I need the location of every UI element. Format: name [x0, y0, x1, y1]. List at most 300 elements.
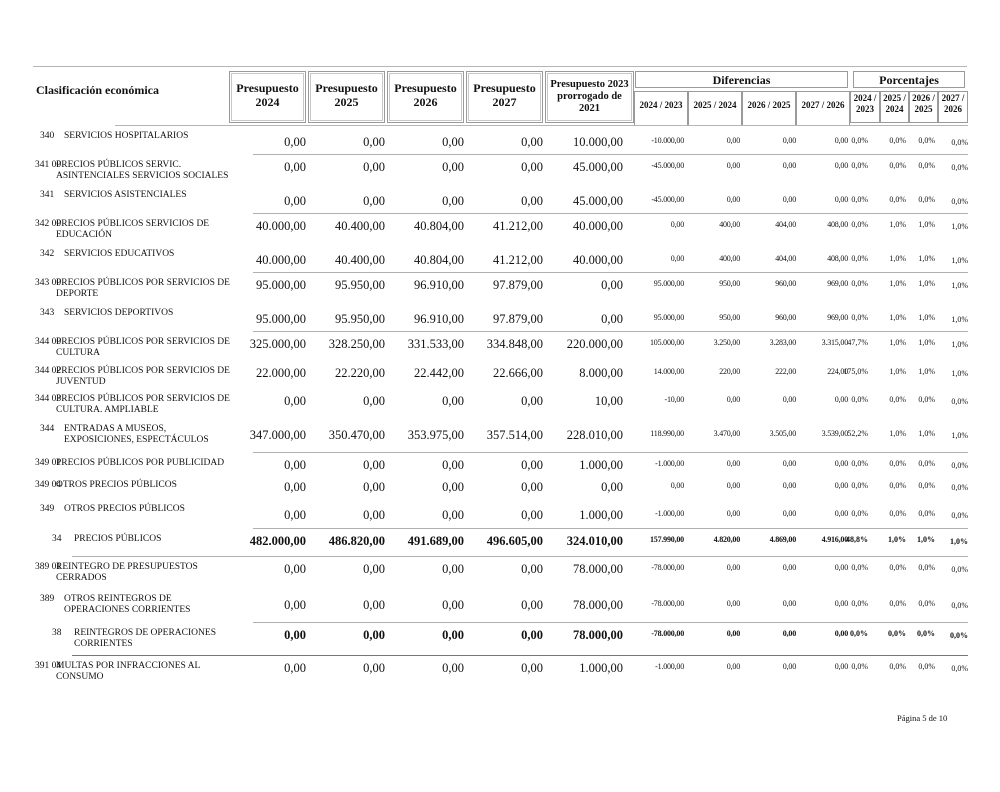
percentage-value: 1,0% — [951, 369, 968, 378]
percentage-value: 1,0% — [917, 535, 935, 544]
budget-value: 0,00 — [601, 312, 623, 326]
budget-value: 0,00 — [442, 135, 464, 149]
budget-value: 350.470,00 — [328, 428, 385, 442]
difference-value: 95.000,00 — [653, 313, 684, 322]
percentage-value: 0,0% — [888, 629, 906, 638]
budget-value: 0,00 — [284, 508, 306, 522]
percentage-value: 0,0% — [918, 599, 935, 608]
percentage-value: 0,0% — [851, 509, 868, 518]
difference-value: 0,00 — [834, 459, 848, 468]
pct-col-line: 2026 / — [912, 93, 935, 103]
difference-value: 3.470,00 — [713, 429, 740, 438]
difference-value: 969,00 — [827, 313, 848, 322]
percentage-value: 0,0% — [851, 481, 868, 490]
percentage-value: 0,0% — [950, 631, 968, 640]
budget-value: 325.000,00 — [249, 337, 306, 351]
difference-value: 0,00 — [726, 509, 740, 518]
pct-col-2027-2026 — [938, 91, 968, 123]
difference-value: 3.505,00 — [769, 429, 796, 438]
budget-value: 0,00 — [442, 661, 464, 675]
budget-value: 0,00 — [363, 135, 385, 149]
budget-value: 96.910,00 — [414, 312, 464, 326]
difference-value: 4.820,00 — [713, 535, 740, 544]
budget-value: 0,00 — [442, 508, 464, 522]
difference-value: 95.000,00 — [653, 279, 684, 288]
percentage-value: 0,0% — [918, 481, 935, 490]
difference-value: 960,00 — [775, 279, 796, 288]
percentage-value: 1,0% — [918, 220, 935, 229]
difference-value: 400,00 — [719, 220, 740, 229]
budget-value: 0,00 — [521, 135, 543, 149]
budget-value: 0,00 — [284, 480, 306, 494]
difference-value: -78.000,00 — [651, 563, 684, 572]
percentage-value: 0,0% — [851, 662, 868, 671]
budget-value: 334.848,00 — [486, 337, 543, 351]
percentage-value: 0,0% — [951, 461, 968, 470]
row-code: 342 — [40, 249, 55, 259]
budget-value: 0,00 — [284, 160, 306, 174]
percentage-value: 1,0% — [951, 340, 968, 349]
dif-col-2027-2026: 2027 / 2026 — [796, 91, 850, 126]
budget-value: 40.804,00 — [414, 253, 464, 267]
difference-value: 220,00 — [719, 367, 740, 376]
percentage-value: 0,0% — [889, 481, 906, 490]
difference-value: 0,00 — [726, 195, 740, 204]
row-code: 391 04 — [35, 661, 62, 671]
budget-value: 1.000,00 — [579, 508, 623, 522]
row-code: 342 00 — [35, 219, 62, 229]
row-description: PRECIOS PÚBLICOS POR SERVICIOS DE CULTURA. AMPLIABLE — [56, 394, 230, 415]
budget-value: 45.000,00 — [573, 160, 623, 174]
budget-value: 0,00 — [284, 135, 306, 149]
difference-value: -1.000,00 — [655, 662, 684, 671]
percentage-value: 1,0% — [889, 429, 906, 438]
difference-value: -45.000,00 — [651, 161, 684, 170]
budget-value: 0,00 — [521, 480, 543, 494]
difference-value: 950,00 — [719, 313, 740, 322]
budget-value: 45.000,00 — [573, 194, 623, 208]
row-code: 344 02 — [35, 366, 62, 376]
difference-value: 0,00 — [726, 161, 740, 170]
budget-value: 353.975,00 — [407, 428, 464, 442]
row-separator — [72, 655, 968, 656]
budget-value: 0,00 — [284, 661, 306, 675]
percentage-value: 1,0% — [951, 315, 968, 324]
percentage-value: 0,0% — [918, 662, 935, 671]
row-separator — [253, 272, 968, 273]
difference-value: 0,00 — [726, 662, 740, 671]
percentage-value: 0,0% — [889, 509, 906, 518]
budget-value: 486.820,00 — [328, 534, 385, 548]
difference-value: 0,00 — [834, 481, 848, 490]
col-header-line: Presupuesto 2023 — [550, 79, 629, 90]
row-code: 34 — [52, 534, 62, 544]
col-header-line: 2026 — [413, 95, 438, 109]
difference-value: 0,00 — [670, 254, 684, 263]
budget-value: 78.000,00 — [573, 628, 623, 642]
difference-value: 157.990,00 — [649, 535, 684, 544]
percentage-value: 0,0% — [918, 459, 935, 468]
budget-value: 22.220,00 — [335, 366, 385, 380]
percentage-value: 0,0% — [918, 136, 935, 145]
difference-value: 3.250,00 — [713, 338, 740, 347]
budget-value: 10.000,00 — [573, 135, 623, 149]
row-code: 349 — [40, 504, 55, 514]
budget-value: 0,00 — [363, 194, 385, 208]
difference-value: 0,00 — [782, 395, 796, 404]
col-header-line: 2027 — [492, 95, 517, 109]
row-separator — [253, 331, 968, 332]
pct-col-line: 2027 / — [941, 93, 965, 103]
percentage-value: 1,0% — [951, 256, 968, 265]
row-code: 349 01 — [35, 458, 62, 468]
budget-value: 496.605,00 — [486, 534, 543, 548]
budget-value: 40.400,00 — [335, 253, 385, 267]
percentage-value: 0,0% — [851, 254, 868, 263]
pct-col-line: 2026 — [944, 104, 962, 114]
budget-value: 0,00 — [363, 562, 385, 576]
row-separator — [253, 452, 968, 453]
percentage-value: 0,0% — [889, 662, 906, 671]
diferencias-group-header: Diferencias — [635, 71, 848, 88]
top-rule — [33, 66, 967, 67]
difference-value: -78.000,00 — [651, 629, 684, 638]
difference-value: 950,00 — [719, 279, 740, 288]
budget-value: 0,00 — [284, 394, 306, 408]
budget-value: 0,00 — [442, 562, 464, 576]
percentage-value: 48,8% — [846, 535, 868, 544]
difference-value: 0,00 — [834, 161, 848, 170]
percentage-value: 0,0% — [889, 599, 906, 608]
difference-value: 118.990,00 — [650, 429, 684, 438]
row-description: REINTEGRO DE PRESUPUESTOS CERRADOS — [56, 562, 198, 583]
difference-value: 0,00 — [834, 136, 848, 145]
row-description: REINTEGROS DE OPERACIONES CORRIENTES — [74, 628, 216, 649]
difference-value: 0,00 — [782, 599, 796, 608]
difference-value: 0,00 — [726, 395, 740, 404]
row-description: SERVICIOS HOSPITALARIOS — [64, 131, 189, 141]
row-code: 344 03 — [35, 394, 62, 404]
row-description: SERVICIOS ASISTENCIALES — [64, 190, 187, 200]
row-description: PRECIOS PÚBLICOS POR PUBLICIDAD — [56, 458, 225, 468]
budget-value: 324.010,00 — [566, 534, 623, 548]
pct-col-line: 2023 — [856, 104, 874, 114]
percentage-value: 1,0% — [889, 279, 906, 288]
page-number: Página 5 de 10 — [897, 713, 948, 723]
budget-value: 0,00 — [601, 480, 623, 494]
budget-value: 78.000,00 — [573, 598, 623, 612]
col-header-presupuesto-2026 — [387, 71, 464, 123]
percentage-value: 1,0% — [918, 254, 935, 263]
budget-value: 0,00 — [363, 661, 385, 675]
budget-value: 0,00 — [442, 194, 464, 208]
difference-value: 0,00 — [726, 563, 740, 572]
budget-value: 220.000,00 — [566, 337, 623, 351]
budget-value: 97.879,00 — [493, 278, 543, 292]
budget-value: 0,00 — [363, 480, 385, 494]
difference-value: 14.000,00 — [653, 367, 684, 376]
percentage-value: 0,0% — [918, 563, 935, 572]
percentage-value: 0,0% — [889, 563, 906, 572]
row-description: MULTAS POR INFRACCIONES AL CONSUMO — [56, 661, 200, 682]
budget-value: 482.000,00 — [249, 534, 306, 548]
difference-value: 4.916,00 — [821, 535, 848, 544]
budget-value: 0,00 — [363, 598, 385, 612]
budget-value: 0,00 — [521, 508, 543, 522]
budget-value: 0,00 — [284, 628, 306, 642]
col-header-presupuesto-2024 — [229, 71, 306, 123]
budget-value: 228.010,00 — [566, 428, 623, 442]
percentage-value: 0,0% — [951, 511, 968, 520]
percentage-value: 0,0% — [889, 195, 906, 204]
difference-value: -78.000,00 — [651, 599, 684, 608]
percentage-value: 0,0% — [851, 563, 868, 572]
row-description: PRECIOS PÚBLICOS POR SERVICIOS DE DEPORTE — [56, 278, 230, 299]
budget-value: 0,00 — [521, 394, 543, 408]
budget-value: 0,00 — [521, 160, 543, 174]
percentage-value: 0,0% — [951, 601, 968, 610]
difference-value: 0,00 — [834, 563, 848, 572]
difference-value: 105.000,00 — [649, 338, 684, 347]
percentage-value: 0,0% — [951, 565, 968, 574]
pct-col-2024-2023 — [850, 91, 880, 123]
row-separator — [72, 556, 968, 557]
budget-value: 0,00 — [442, 628, 464, 642]
col-header-line: Presupuesto — [394, 81, 457, 95]
budget-value: 0,00 — [442, 160, 464, 174]
budget-value: 0,00 — [442, 458, 464, 472]
budget-value: 22.000,00 — [256, 366, 306, 380]
budget-value: 0,00 — [284, 598, 306, 612]
row-description: PRECIOS PÚBLICOS POR SERVICIOS DE CULTURA — [56, 337, 230, 358]
percentage-value: 1,0% — [951, 222, 968, 231]
percentage-value: 1,0% — [918, 367, 935, 376]
row-code: 344 — [40, 424, 55, 434]
percentage-value: 0,0% — [889, 395, 906, 404]
row-code: 341 — [40, 190, 55, 200]
col-header-line: 2024 — [255, 95, 280, 109]
difference-value: 0,00 — [834, 599, 848, 608]
difference-value: 0,00 — [782, 195, 796, 204]
difference-value: 408,00 — [827, 254, 848, 263]
pct-col-line: 2024 — [885, 104, 904, 114]
pct-col-line: 2025 — [914, 104, 933, 114]
percentage-value: 0,0% — [851, 459, 868, 468]
difference-value: 0,00 — [782, 161, 796, 170]
col-header-line: prorrogado de — [557, 91, 622, 102]
budget-value: 41.212,00 — [493, 219, 543, 233]
percentage-value: 0,0% — [889, 459, 906, 468]
difference-value: 960,00 — [775, 313, 796, 322]
row-description: PRECIOS PÚBLICOS POR SERVICIOS DE JUVENTUD — [56, 366, 230, 387]
budget-value: 0,00 — [521, 458, 543, 472]
dif-col-2024-2023: 2024 / 2023 — [634, 91, 688, 126]
difference-value: 0,00 — [782, 662, 796, 671]
difference-value: 0,00 — [782, 136, 796, 145]
difference-value: 0,00 — [834, 195, 848, 204]
pct-col-2025-2024 — [880, 91, 909, 123]
difference-value: 0,00 — [782, 629, 796, 638]
row-code: 389 — [40, 594, 55, 604]
difference-value: -1.000,00 — [655, 459, 684, 468]
row-code: 38 — [52, 628, 62, 638]
difference-value: 0,00 — [782, 563, 796, 572]
percentage-value: 0,0% — [918, 509, 935, 518]
budget-value: 40.000,00 — [573, 219, 623, 233]
classification-header: Clasificación económica — [36, 83, 159, 97]
percentage-value: 0,0% — [851, 220, 868, 229]
pct-col-line: 2025 / — [883, 93, 906, 103]
percentage-value: 175,0% — [843, 367, 868, 376]
difference-value: 0,00 — [782, 509, 796, 518]
percentage-value: 1,0% — [951, 431, 968, 440]
percentage-value: 1,0% — [951, 281, 968, 290]
percentage-value: 1,0% — [889, 367, 906, 376]
budget-value: 1.000,00 — [579, 458, 623, 472]
percentage-value: 0,0% — [918, 395, 935, 404]
budget-value: 40.804,00 — [414, 219, 464, 233]
row-description: PRECIOS PÚBLICOS SERVIC. ASINTENCIALES SERVICIOS SOCIALES — [56, 160, 229, 181]
dif-col-2025-2024: 2025 / 2024 — [688, 91, 742, 126]
budget-value: 331.533,00 — [407, 337, 464, 351]
row-description: ENTRADAS A MUSEOS, EXPOSICIONES, ESPECTÁCULOS — [64, 424, 209, 445]
percentage-value: 0,0% — [918, 195, 935, 204]
col-header-line: 2025 — [334, 95, 359, 109]
percentage-value: 0,0% — [951, 138, 968, 147]
budget-value: 40.000,00 — [256, 219, 306, 233]
budget-value: 41.212,00 — [493, 253, 543, 267]
percentage-value: 0,0% — [851, 313, 868, 322]
porcentajes-group-header: Porcentajes — [853, 71, 965, 88]
difference-value: 0,00 — [834, 629, 848, 638]
budget-value: 0,00 — [442, 394, 464, 408]
percentage-value: 0,0% — [851, 395, 868, 404]
difference-value: 0,00 — [834, 395, 848, 404]
budget-value: 96.910,00 — [414, 278, 464, 292]
difference-value: 408,00 — [827, 220, 848, 229]
difference-value: 404,00 — [775, 220, 796, 229]
budget-value: 22.666,00 — [493, 366, 543, 380]
budget-value: 95.950,00 — [335, 312, 385, 326]
budget-value: 0,00 — [284, 458, 306, 472]
row-code: 341 00 — [35, 160, 62, 170]
row-code: 344 00 — [35, 337, 62, 347]
percentage-value: 0,0% — [951, 664, 968, 673]
difference-value: 0,00 — [726, 629, 740, 638]
percentage-value: 0,0% — [918, 161, 935, 170]
budget-value: 0,00 — [363, 628, 385, 642]
percentage-value: 0,0% — [851, 279, 868, 288]
budget-value: 0,00 — [521, 598, 543, 612]
difference-value: 4.869,00 — [769, 535, 796, 544]
budget-value: 357.514,00 — [486, 428, 543, 442]
percentage-value: 0,0% — [851, 195, 868, 204]
budget-value: 8.000,00 — [579, 366, 623, 380]
col-header-line: Presupuesto — [315, 81, 378, 95]
percentage-value: 1,0% — [889, 220, 906, 229]
difference-value: 3.539,00 — [821, 429, 848, 438]
row-separator — [253, 213, 968, 214]
difference-value: 0,00 — [834, 509, 848, 518]
percentage-value: 0,0% — [889, 161, 906, 170]
budget-value: 491.689,00 — [407, 534, 464, 548]
col-header-line: Presupuesto — [236, 81, 299, 95]
percentage-value: 1,0% — [918, 429, 935, 438]
dif-col-2026-2025: 2026 / 2025 — [742, 91, 796, 126]
col-header-presupuesto-2023-prorrogado — [545, 71, 634, 123]
col-header-presupuesto-2025 — [308, 71, 385, 123]
budget-value: 0,00 — [521, 628, 543, 642]
percentage-value: 0,0% — [951, 483, 968, 492]
difference-value: 3.283,00 — [769, 338, 796, 347]
budget-value: 1.000,00 — [579, 661, 623, 675]
percentage-value: 1,0% — [918, 313, 935, 322]
pct-col-2026-2025 — [909, 91, 938, 123]
difference-value: 969,00 — [827, 279, 848, 288]
difference-value: -10.000,00 — [651, 136, 684, 145]
percentage-value: 0,0% — [851, 599, 868, 608]
difference-value: 0,00 — [670, 220, 684, 229]
row-description: OTROS PRECIOS PÚBLICOS — [56, 480, 177, 490]
row-separator — [253, 622, 968, 623]
row-description: PRECIOS PÚBLICOS — [74, 534, 162, 544]
percentage-value: 1,0% — [918, 279, 935, 288]
difference-value: 0,00 — [834, 662, 848, 671]
difference-value: 0,00 — [726, 459, 740, 468]
percentage-value: 1,0% — [889, 338, 906, 347]
row-code: 389 01 — [35, 562, 62, 572]
budget-value: 40.000,00 — [573, 253, 623, 267]
budget-value: 78.000,00 — [573, 562, 623, 576]
percentage-value: 1,0% — [888, 535, 906, 544]
percentage-value: 0,0% — [951, 197, 968, 206]
percentage-value: 0,0% — [850, 629, 868, 638]
difference-value: 0,00 — [726, 136, 740, 145]
difference-value: 3.315,00 — [821, 338, 848, 347]
budget-value: 0,00 — [521, 562, 543, 576]
row-description: OTROS REINTEGROS DE OPERACIONES CORRIENTES — [64, 594, 191, 615]
difference-value: 224,00 — [827, 367, 848, 376]
percentage-value: 0,0% — [889, 136, 906, 145]
budget-value: 95.000,00 — [256, 278, 306, 292]
budget-value: 0,00 — [363, 458, 385, 472]
budget-value: 0,00 — [284, 562, 306, 576]
budget-value: 22.442,00 — [414, 366, 464, 380]
percentage-value: 1,0% — [950, 537, 968, 546]
difference-value: 400,00 — [719, 254, 740, 263]
difference-value: 404,00 — [775, 254, 796, 263]
difference-value: 0,00 — [726, 599, 740, 608]
percentage-value: 47,7% — [847, 338, 868, 347]
row-separator — [253, 154, 968, 155]
header-bottom-rule — [115, 125, 968, 126]
percentage-value: 1,0% — [889, 313, 906, 322]
difference-value: -10,00 — [664, 395, 684, 404]
col-header-line: 2021 — [579, 103, 600, 114]
budget-value: 0,00 — [363, 160, 385, 174]
difference-value: -1.000,00 — [655, 509, 684, 518]
budget-value: 10,00 — [594, 394, 623, 408]
budget-value: 0,00 — [284, 194, 306, 208]
row-code: 343 00 — [35, 278, 62, 288]
percentage-value: 0,0% — [951, 397, 968, 406]
budget-value: 95.000,00 — [256, 312, 306, 326]
budget-value: 40.400,00 — [335, 219, 385, 233]
row-description: SERVICIOS DEPORTIVOS — [64, 308, 174, 318]
difference-value: 0,00 — [726, 481, 740, 490]
percentage-value: 0,0% — [917, 629, 935, 638]
percentage-value: 1,0% — [889, 254, 906, 263]
